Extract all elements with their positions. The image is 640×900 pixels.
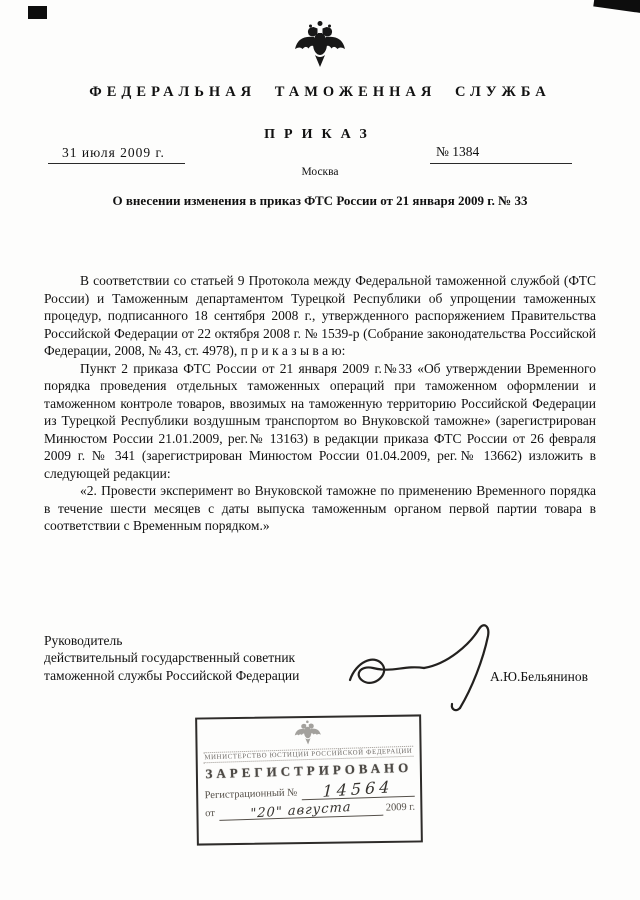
stamp-content: [202, 717, 415, 822]
body-paragraph: В соответствии со статьей 9 Протокола между Федеральной таможенной службой (ФТС России) и Таможенным департаментом Турецкой Республики об упрощении таможенных процедур, подписанного 18 сентября 2008 г., утвержденного распоряжением Правительства Российской Федерации от 22 октября 2008 г. № 1539-р (Собрание законодательства Российской Федерации, 2008, № 43, ст. 4978), п р и к а з ы в а ю:: [44, 273, 596, 358]
signature-title-line: действительный государственный советник: [44, 650, 296, 666]
agency-name: ФЕДЕРАЛЬНАЯ ТАМОЖЕННАЯ СЛУЖБА: [89, 84, 551, 100]
stamp-reg-number-line: [301, 777, 415, 801]
doc-date: 31 июля 2009 г.: [62, 145, 165, 160]
doc-number: № 1384: [436, 144, 480, 159]
stamp-date-row: [205, 799, 416, 822]
signature-title-line: Руководитель: [44, 633, 123, 648]
stamp-reg-number: 14564: [322, 777, 394, 801]
stamp-ministry-line: МИНИСТЕРСТВО ЮСТИЦИИ РОССИЙСКОЙ ФЕДЕРАЦИИ: [203, 746, 413, 764]
body-paragraph: «2. Провести эксперимент во Внуковской таможне по применению Временного порядка в течение шести месяцев с даты выпуска таможенным органом первой партии товара в соответствии с Временным порядком.»: [44, 483, 596, 533]
doc-title: О внесении изменения в приказ ФТС России от 21 января 2009 г. № 33: [112, 193, 528, 208]
signature-title-line: таможенной службы Российской Федерации: [44, 667, 300, 683]
date-underline: [48, 163, 185, 164]
stamp-date-year: 2009 г.: [385, 801, 416, 814]
registration-stamp: [195, 714, 423, 845]
doc-city: Москва: [301, 166, 339, 178]
stamp-date-from: от: [205, 807, 216, 820]
document-body: [44, 272, 596, 535]
body-paragraph: Пункт 2 приказа ФТС России от 21 января 2009 г.№33 «Об утверждении Временного порядка проведения отдельных таможенных операций при таможенном оформлении и таможенном контроле товаров, ввозимых на таможенную территорию Российской Федерации из Турецкой Республики воздушным транспортом во Внуковской таможне» (зарегистрирован Минюстом России 21.01.2009, рег.№ 13163) в редакции приказа ФТС России от 26 февраля 2009 г. № 341 (зарегистрирован Минюстом России 01.04.2009, рег.№ 13662) изложить в следующей редакции:: [44, 360, 596, 481]
stamp-reg-label: Регистрационный №: [204, 787, 298, 802]
stamp-date-line: [219, 799, 383, 822]
stamp-date-handwritten: "20" августа: [249, 799, 352, 822]
scan-artifact: [593, 0, 640, 14]
coat-of-arms-icon: [293, 20, 347, 75]
stamp-registered-line: ЗАРЕГИСТРИРОВАНО: [205, 759, 413, 782]
stamp-reg-number-row: [204, 777, 414, 804]
doc-type-heading: ПРИКАЗ: [264, 127, 376, 142]
scan-artifact: [28, 6, 47, 19]
signer-name: А.Ю.Бельянинов: [489, 669, 588, 684]
number-underline: [430, 163, 572, 164]
signature-block: [44, 632, 596, 684]
